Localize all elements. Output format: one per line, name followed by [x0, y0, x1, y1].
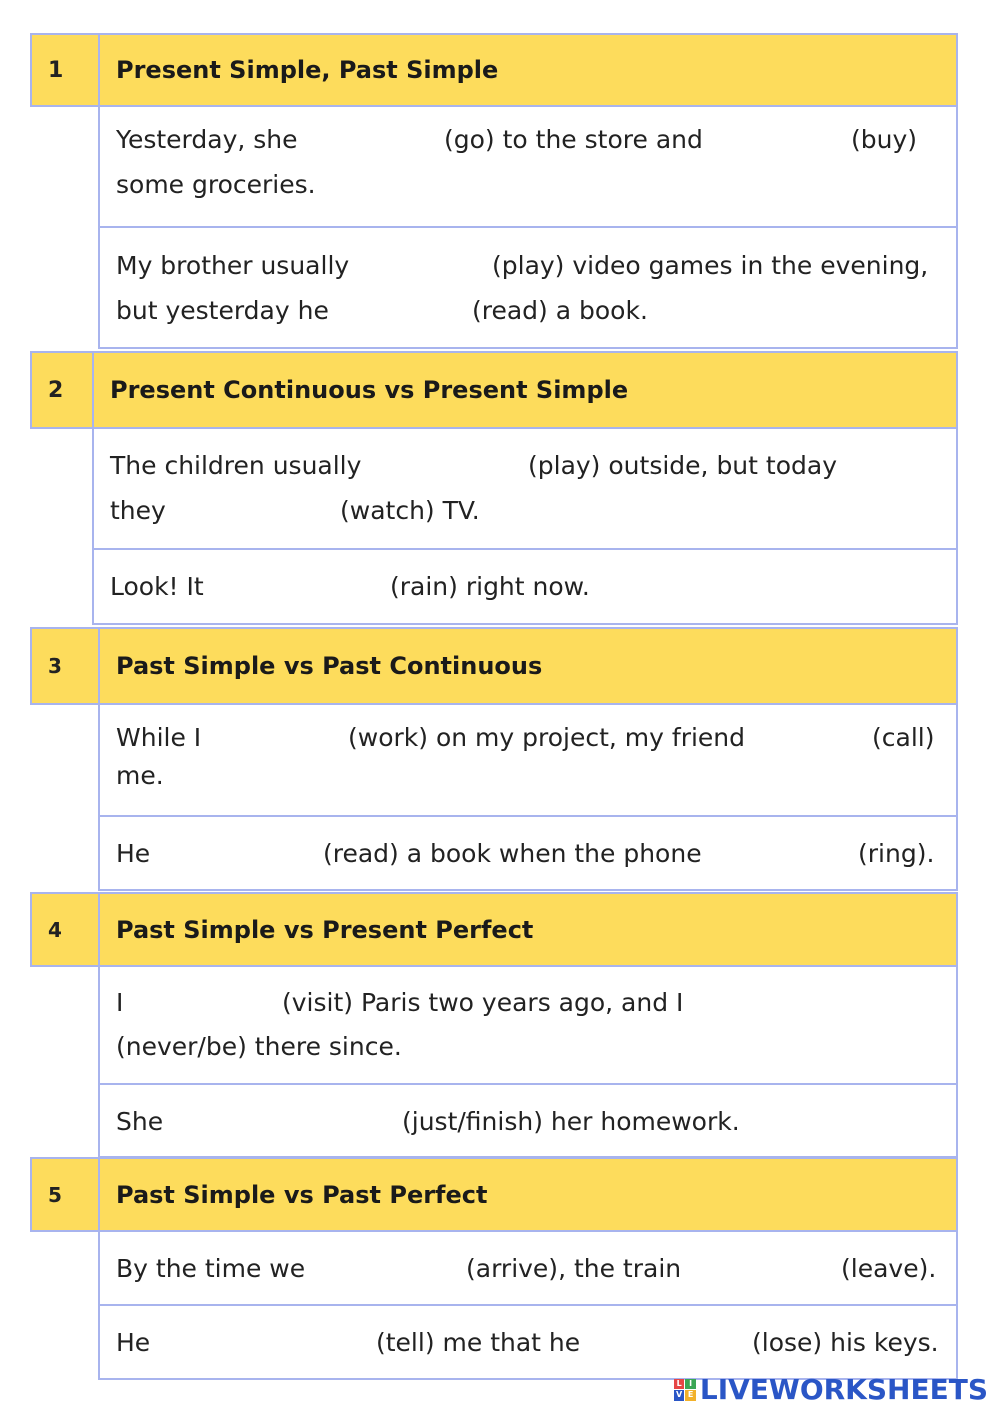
sentence-text: (leave). [841, 1254, 937, 1283]
sentence-text: He [116, 839, 151, 868]
sentence-text: (ring). [858, 839, 935, 868]
section-number: 5 [30, 1157, 98, 1232]
sentence-text: The children usually [110, 451, 362, 480]
sentence-text: Yesterday, she [116, 125, 298, 154]
sentence-text: By the time we [116, 1254, 306, 1283]
section-title: Past Simple vs Present Perfect [98, 892, 958, 967]
sentence-text: She [116, 1107, 164, 1136]
logo-badge-letter: L [674, 1379, 685, 1390]
exercise-row [98, 1306, 958, 1380]
sentence-text: (work) on my project, my friend [348, 723, 746, 752]
sentence-text: (read) a book when the phone [323, 839, 702, 868]
exercise-row [92, 550, 958, 625]
section-title: Past Simple vs Past Perfect [98, 1157, 958, 1232]
section-number: 4 [30, 892, 98, 967]
sentence-text: (go) to the store and [444, 125, 703, 154]
sentence-text: (lose) his keys. [752, 1328, 939, 1357]
liveworksheets-logo [674, 1373, 988, 1406]
logo-badge-letter: E [685, 1390, 696, 1401]
sentence-text: (visit) Paris two years ago, and I [282, 988, 684, 1017]
sentence-text: (just/finish) her homework. [402, 1107, 740, 1136]
exercise-row [92, 429, 958, 550]
section-number: 1 [30, 33, 98, 107]
exercise-row [98, 967, 958, 1085]
sentence-text: (read) a book. [472, 296, 648, 325]
exercise-row [98, 1232, 958, 1306]
exercise-row [98, 228, 958, 349]
sentence-text: (watch) TV. [340, 496, 480, 525]
section-title: Past Simple vs Past Continuous [98, 627, 958, 705]
sentence-text: Look! It [110, 572, 204, 601]
sentence-text: (play) outside, but today [528, 451, 837, 480]
sentence-text: While I [116, 723, 202, 752]
sentence-text: My brother usually [116, 251, 350, 280]
section-title: Present Continuous vs Present Simple [92, 351, 958, 429]
sentence-text: (never/be) there since. [116, 1032, 402, 1061]
exercise-row [98, 1085, 958, 1158]
exercise-row [98, 705, 958, 817]
sentence-text: but yesterday he [116, 296, 329, 325]
logo-text: LIVEWORKSHEETS [699, 1373, 988, 1406]
sentence-text: some groceries. [116, 170, 316, 199]
sentence-text: me. [116, 761, 164, 790]
exercise-row [98, 817, 958, 891]
sentence-text: I [116, 988, 124, 1017]
sentence-text: they [110, 496, 166, 525]
exercise-row [98, 107, 958, 228]
section-number: 3 [30, 627, 98, 705]
logo-badge-letter: V [674, 1390, 685, 1401]
sentence-text: (tell) me that he [376, 1328, 581, 1357]
section-number: 2 [30, 351, 93, 429]
sentence-text: (arrive), the train [466, 1254, 682, 1283]
logo-badge-icon [674, 1379, 696, 1401]
sentence-text: (buy) [851, 125, 918, 154]
sentence-text: He [116, 1328, 151, 1357]
sentence-text: (call) [872, 723, 935, 752]
sentence-text: (rain) right now. [390, 572, 590, 601]
sentence-text: (play) video games in the evening, [492, 251, 929, 280]
logo-badge-letter: I [685, 1379, 696, 1390]
section-title: Present Simple, Past Simple [98, 33, 958, 107]
